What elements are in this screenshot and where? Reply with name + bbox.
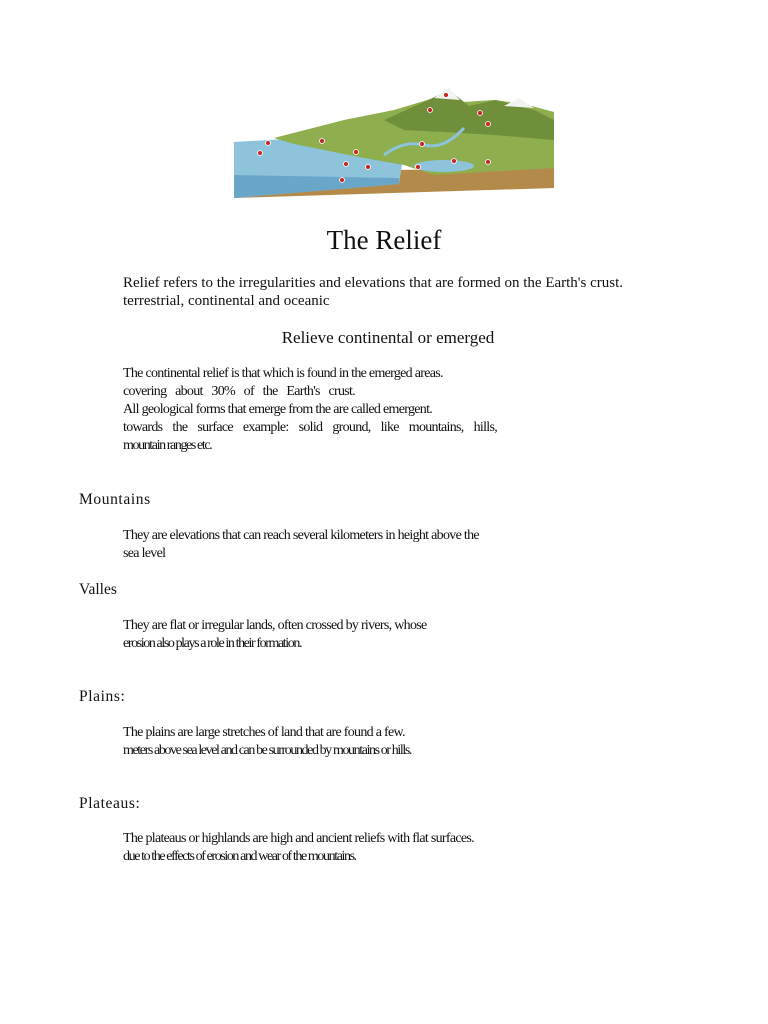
paragraph-line: They are flat or irregular lands, often crossed by rivers, whose — [123, 618, 427, 633]
valles-paragraph — [123, 617, 497, 653]
marker — [428, 108, 433, 113]
intro-line: terrestrial, continental and oceanic — [123, 293, 330, 309]
paragraph-line: mountain ranges etc. — [123, 438, 212, 453]
paragraph-line: The continental relief is that which is found in the emerged areas. — [123, 366, 443, 381]
continental-paragraph — [123, 365, 497, 455]
marker — [344, 162, 349, 167]
paragraph-line: towards the surface example: solid ground, like mountains, hills, — [123, 420, 497, 435]
marker — [478, 111, 483, 116]
mountains-heading: Mountains — [79, 491, 151, 508]
plateaus-paragraph — [123, 830, 497, 866]
paragraph-line: meters above sea level and can be surrounded by mountains or hills. — [123, 743, 411, 758]
lake — [414, 160, 474, 172]
intro-paragraph — [123, 274, 683, 310]
section-subheading: Relieve continental or emerged — [281, 328, 495, 347]
paragraph-line: due to the effects of erosion and wear of the mountains. — [123, 849, 356, 864]
plateaus-heading: Plateaus: — [79, 795, 141, 812]
relief-landscape-illustration — [234, 80, 554, 200]
mountains-paragraph — [123, 527, 497, 563]
marker — [444, 93, 449, 98]
marker — [320, 139, 325, 144]
paragraph-line: covering about 30% of the Earth's crust. — [123, 384, 355, 399]
plains-heading: Plains: — [79, 688, 126, 705]
marker — [354, 150, 359, 155]
marker — [416, 165, 421, 170]
marker — [486, 160, 491, 165]
marker — [340, 178, 345, 183]
paragraph-line: The plateaus or highlands are high and ancient reliefs with flat surfaces. — [123, 831, 474, 846]
paragraph-line: The plains are large stretches of land that are found a few. — [123, 725, 405, 740]
marker — [366, 165, 371, 170]
paragraph-line: erosion also plays a role in their formation. — [123, 636, 302, 651]
paragraph-line: All geological forms that emerge from the are called emergent. — [123, 402, 433, 417]
valles-heading: Valles — [79, 581, 117, 598]
intro-line: Relief refers to the irregularities and elevations that are formed on the Earth's crust. — [123, 275, 624, 291]
marker — [258, 151, 263, 156]
page-title: The Relief — [326, 225, 442, 255]
plains-paragraph — [123, 724, 497, 760]
marker — [452, 159, 457, 164]
marker — [486, 122, 491, 127]
marker — [266, 141, 271, 146]
marker — [420, 142, 425, 147]
paragraph-line: sea level — [123, 546, 166, 561]
paragraph-line: They are elevations that can reach several kilometers in height above the — [123, 528, 479, 543]
